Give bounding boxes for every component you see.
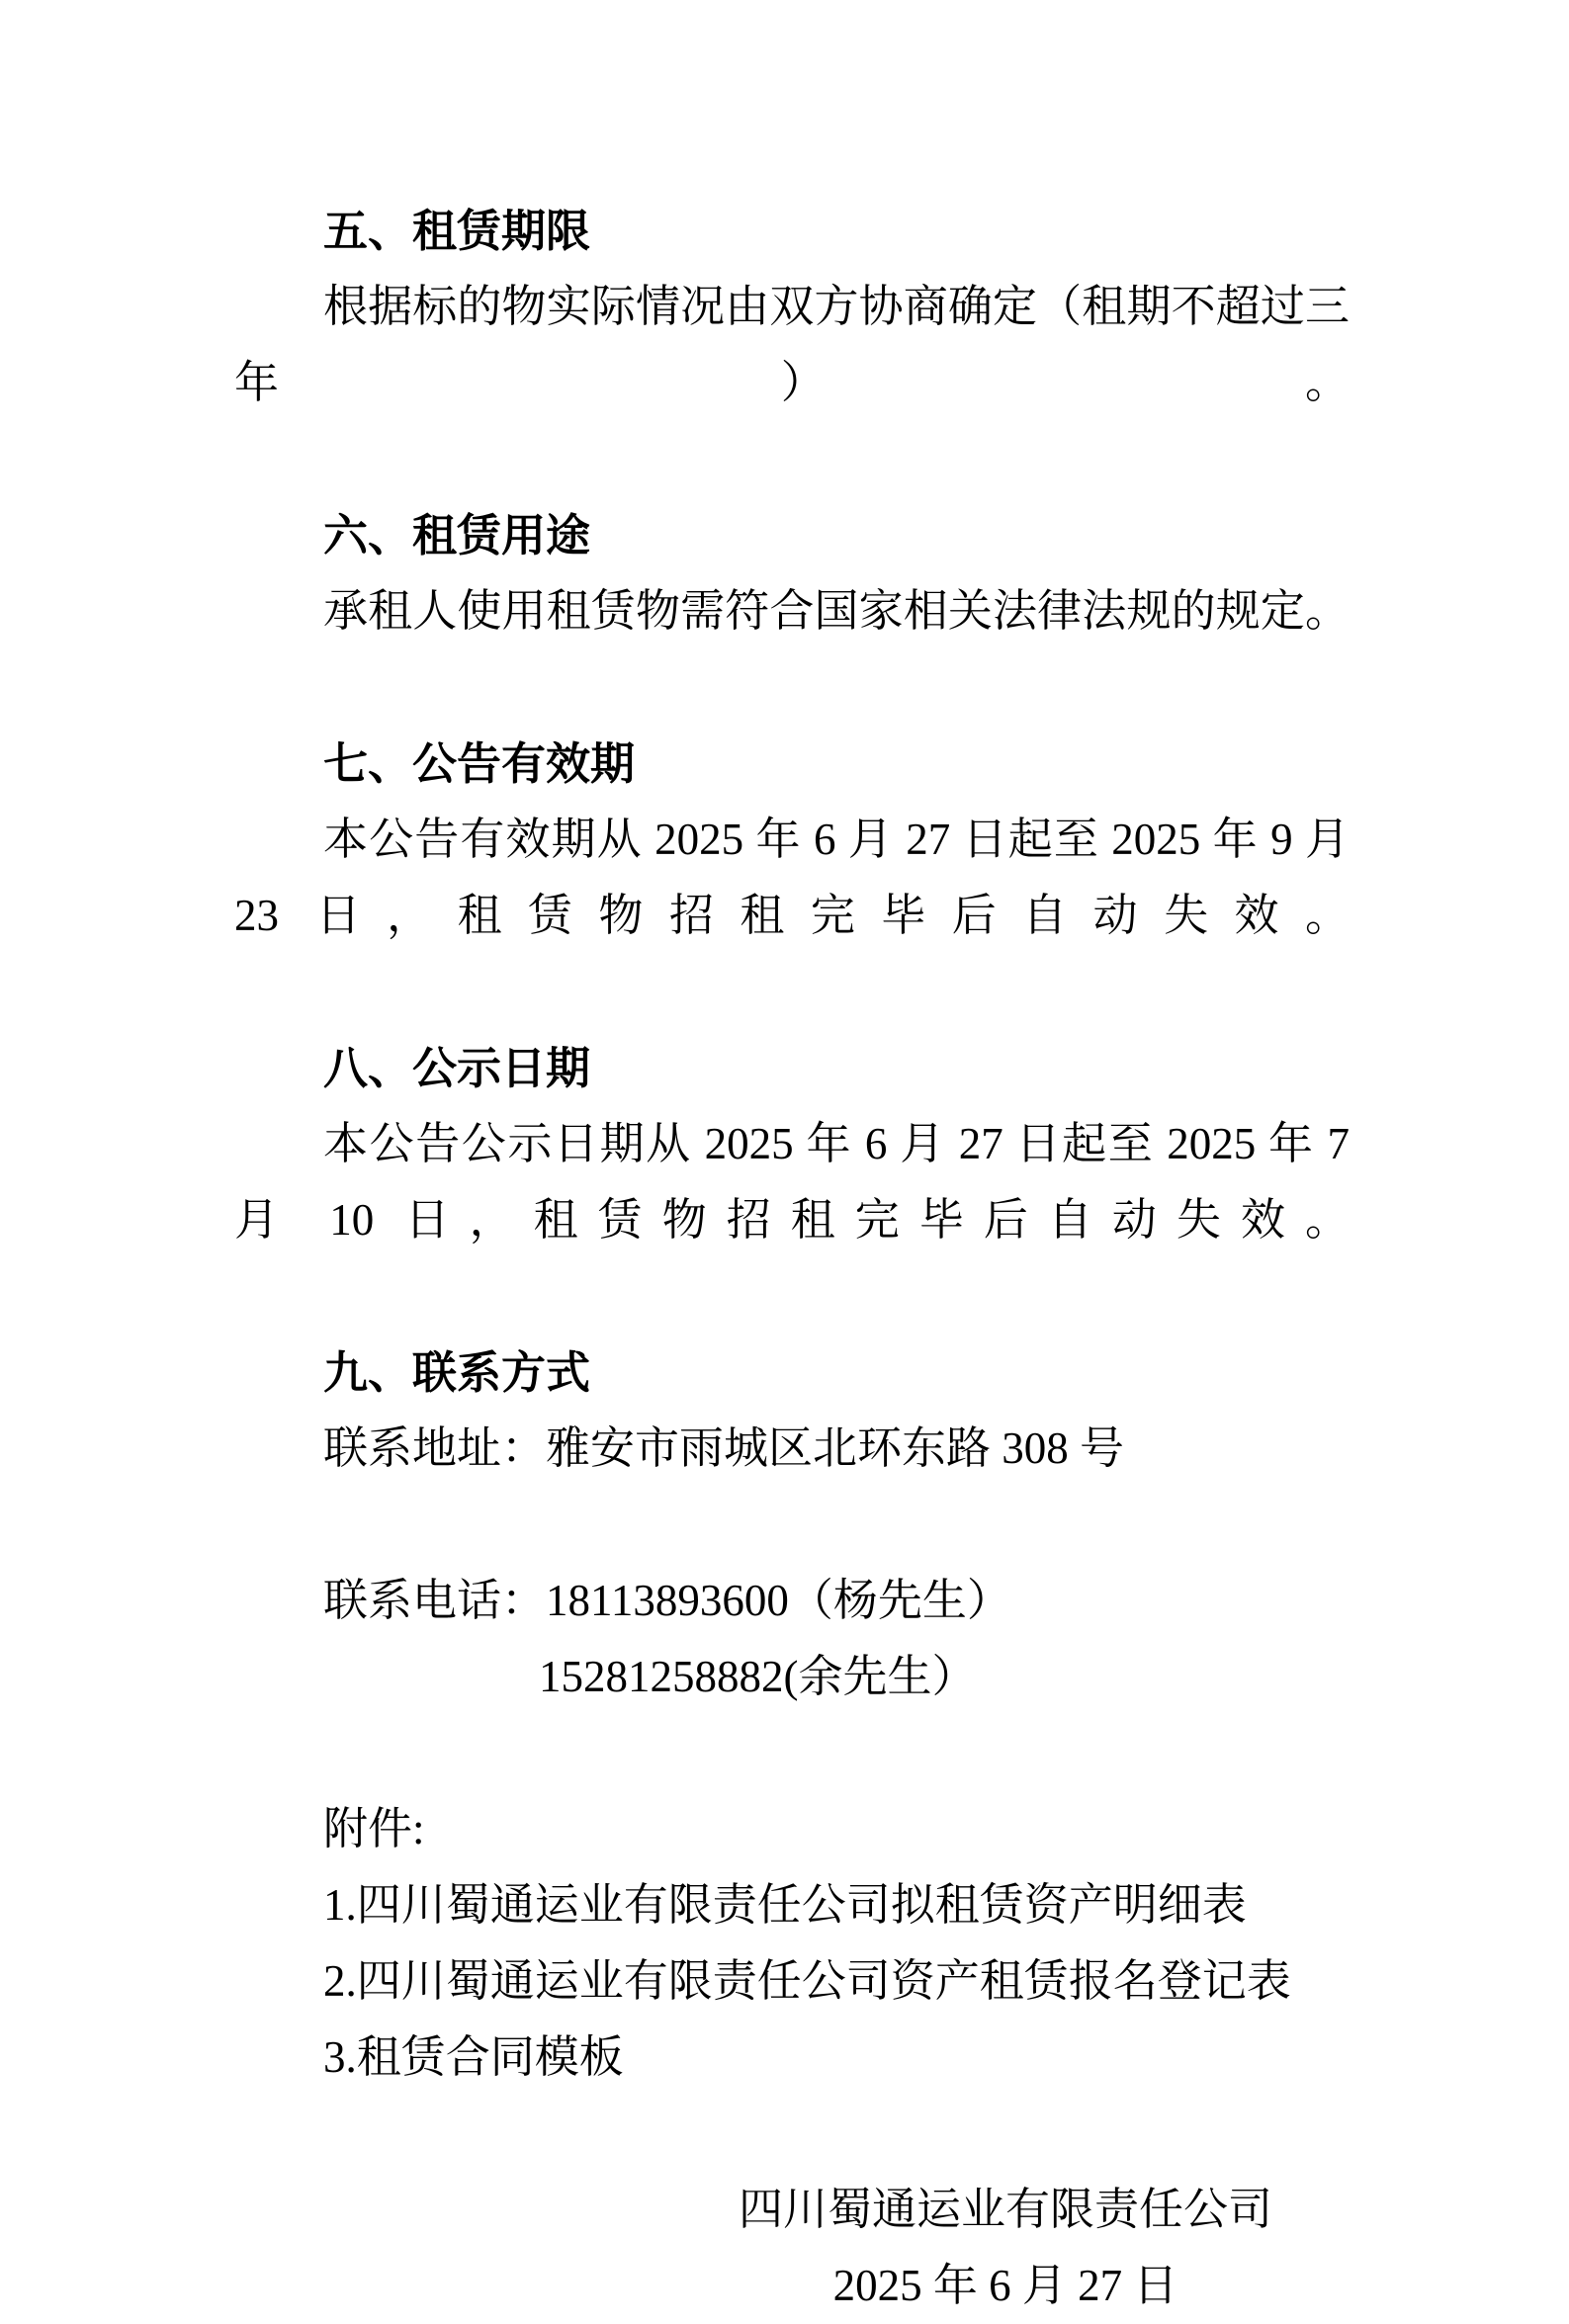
section-6-heading: 六、租赁用途: [323, 510, 591, 560]
section-5-body: 根据标的物实际情况由双方协商确定（租期不超过三年）。: [234, 282, 1350, 407]
section-8-body: 本公告公示日期从 2025 年 6 月 27 日起至 2025 年 7 月 10 日，租赁物招租完毕后自动失效。: [234, 1119, 1350, 1245]
contact-phone-line-1: 联系电话：18113893600（杨先生）: [323, 1576, 1011, 1625]
contact-address-line: 联系地址：雅安市雨城区北环东路 308 号: [323, 1423, 1125, 1473]
section-7-body: 本公告有效期从 2025 年 6 月 27 日起至 2025 年 9 月 23 日，租赁物招租完毕后自动失效。: [234, 815, 1350, 940]
signature-company: 四川蜀通运业有限责任公司: [738, 2185, 1272, 2234]
blank-line: [234, 1715, 1350, 1791]
signature-block: [661, 2172, 1350, 2324]
signature-date: 2025 年 6 月 27 日: [832, 2261, 1178, 2310]
section-5-heading: 五、租赁期限: [323, 206, 591, 256]
section-6-body: 承租人使用租赁物需符合国家相关法律法规的规定。: [323, 586, 1350, 636]
attachments-label: 附件:: [323, 1804, 425, 1853]
section-8-heading: 八、公示日期: [323, 1043, 591, 1093]
attachment-item-2: 2.四川蜀通运业有限责任公司资产租赁报名登记表: [323, 1956, 1291, 2006]
attachment-item-1: 1.四川蜀通运业有限责任公司拟租赁资产明细表: [323, 1880, 1247, 1930]
section-9-heading: 九、联系方式: [323, 1347, 591, 1398]
attachment-item-3: 3.租赁合同模板: [323, 2032, 624, 2082]
blank-line: [234, 2096, 1350, 2172]
contact-phone-line-2: 15281258882(余先生）: [539, 1652, 977, 1701]
section-7-heading: 七、公告有效期: [323, 738, 636, 789]
blank-line: [234, 1487, 1350, 1563]
